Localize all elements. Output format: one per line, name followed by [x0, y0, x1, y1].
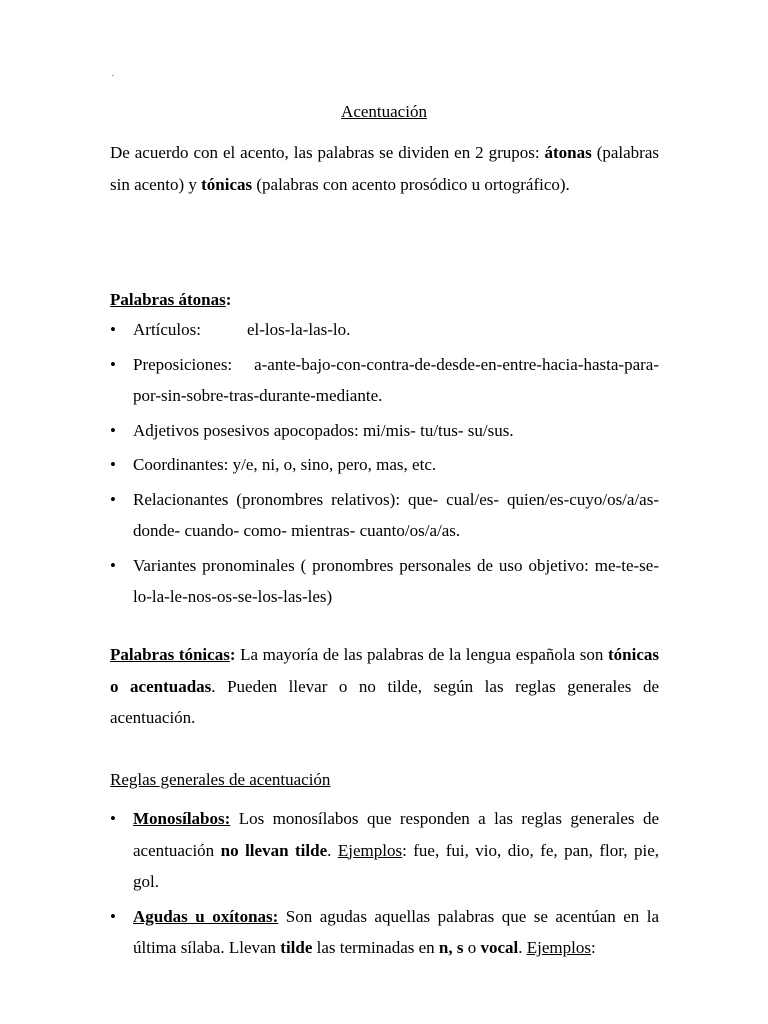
agudas-bold-tilde: tilde	[280, 938, 313, 957]
list-item	[110, 449, 659, 481]
list-item-text: Relacionantes (pronombres relativos): que- cual/es- quien/es-cuyo/os/a/as- donde- cuando- como- mientras- cuanto/os/a/as.	[133, 489, 659, 540]
list-item	[110, 550, 659, 613]
page-title: Acentuación	[341, 102, 427, 121]
monosilabos-text-1: Los monosílabos que responden a las reglas generales de acentuación	[133, 809, 659, 860]
list-item	[110, 415, 659, 447]
bullet-icon: •	[110, 809, 116, 828]
monosilabos-ejemplos: Ejemplos	[337, 840, 403, 860]
tonicas-text-2: . Pueden llevar o no tilde, según las reglas generales de acentuación.	[110, 676, 660, 727]
tonicas-paragraph	[110, 639, 659, 734]
agudas-text-5: :	[591, 938, 596, 957]
list-item	[110, 901, 659, 964]
tonicas-heading-colon: :	[229, 645, 236, 664]
stray-dot: .	[112, 69, 114, 78]
section-heading-atonas	[110, 284, 659, 316]
monosilabos-text-3: : fue, fui, vio, dio, fe, pan, flor, pie, gol.	[133, 840, 660, 891]
list-item	[110, 314, 659, 346]
list-item	[110, 349, 659, 412]
intro-paragraph	[110, 137, 659, 200]
agudas-bold-ns: n, s	[438, 938, 464, 957]
reglas-list	[110, 803, 659, 967]
bullet-icon: •	[110, 354, 116, 374]
agudas-text-1: Son agudas aquellas palabras que se acentúan en la última sílaba. Llevan	[133, 906, 660, 957]
atonas-heading-text: Palabras átonas	[110, 290, 226, 309]
bullet-icon: •	[110, 555, 116, 575]
monosilabos-text-2: .	[327, 840, 338, 860]
bullet-icon: •	[110, 906, 116, 926]
atonas-heading-colon: :	[225, 290, 232, 309]
intro-bold-atonas: átonas	[544, 143, 592, 162]
tonicas-text-1: La mayoría de las palabras de la lengua española son	[235, 645, 608, 664]
tonicas-heading-text: Palabras tónicas	[110, 645, 230, 664]
agudas-text-2: las terminadas en	[312, 938, 439, 957]
intro-text-1: De acuerdo con el acento, las palabras se dividen en 2 grupos:	[110, 143, 545, 162]
list-item-text: el-los-la-las-lo.	[247, 320, 351, 339]
list-item-text: Variantes pronominales ( pronombres personales de uso objetivo: me-te-se-lo-la-le-nos-os-se-los-las-les)	[133, 555, 659, 606]
agudas-ejemplos: Ejemplos	[526, 938, 591, 957]
bullet-icon: •	[110, 320, 116, 339]
bullet-icon: •	[110, 489, 116, 509]
bullet-icon: •	[110, 455, 116, 474]
agudas-text-3: o	[463, 938, 481, 957]
list-item-label: Artículos:	[133, 320, 201, 339]
list-item-text: Coordinantes: y/e, ni, o, sino, pero, mas, etc.	[133, 455, 437, 474]
intro-text-3: (palabras con acento prosódico u ortográfico).	[252, 174, 570, 194]
section-heading-reglas	[110, 764, 659, 796]
monosilabos-label: Monosílabos:	[133, 809, 231, 828]
agudas-label: Agudas u oxítonas:	[133, 906, 279, 926]
agudas-bold-vocal: vocal	[480, 938, 519, 957]
list-item	[110, 484, 659, 547]
list-item	[110, 803, 659, 898]
list-item-text: Adjetivos posesivos apocopados: mi/mis- tu/tus- su/sus.	[133, 420, 514, 440]
agudas-text-4: .	[518, 938, 527, 957]
bullet-icon: •	[110, 420, 116, 440]
reglas-heading-text: Reglas generales de acentuación	[110, 770, 331, 789]
list-item-text: Preposiciones: a-ante-bajo-con-contra-de-desde-en-entre-hacia-hasta-para-por-sin-sobre-tras-durante-mediante.	[133, 354, 659, 405]
atonas-list	[110, 314, 659, 616]
tonicas-bold: tónicas o acentuadas	[110, 645, 659, 696]
intro-bold-tonicas: tónicas	[201, 174, 253, 194]
intro-text-2: (palabras sin acento) y	[110, 143, 659, 194]
monosilabos-bold: no llevan tilde	[220, 840, 328, 860]
